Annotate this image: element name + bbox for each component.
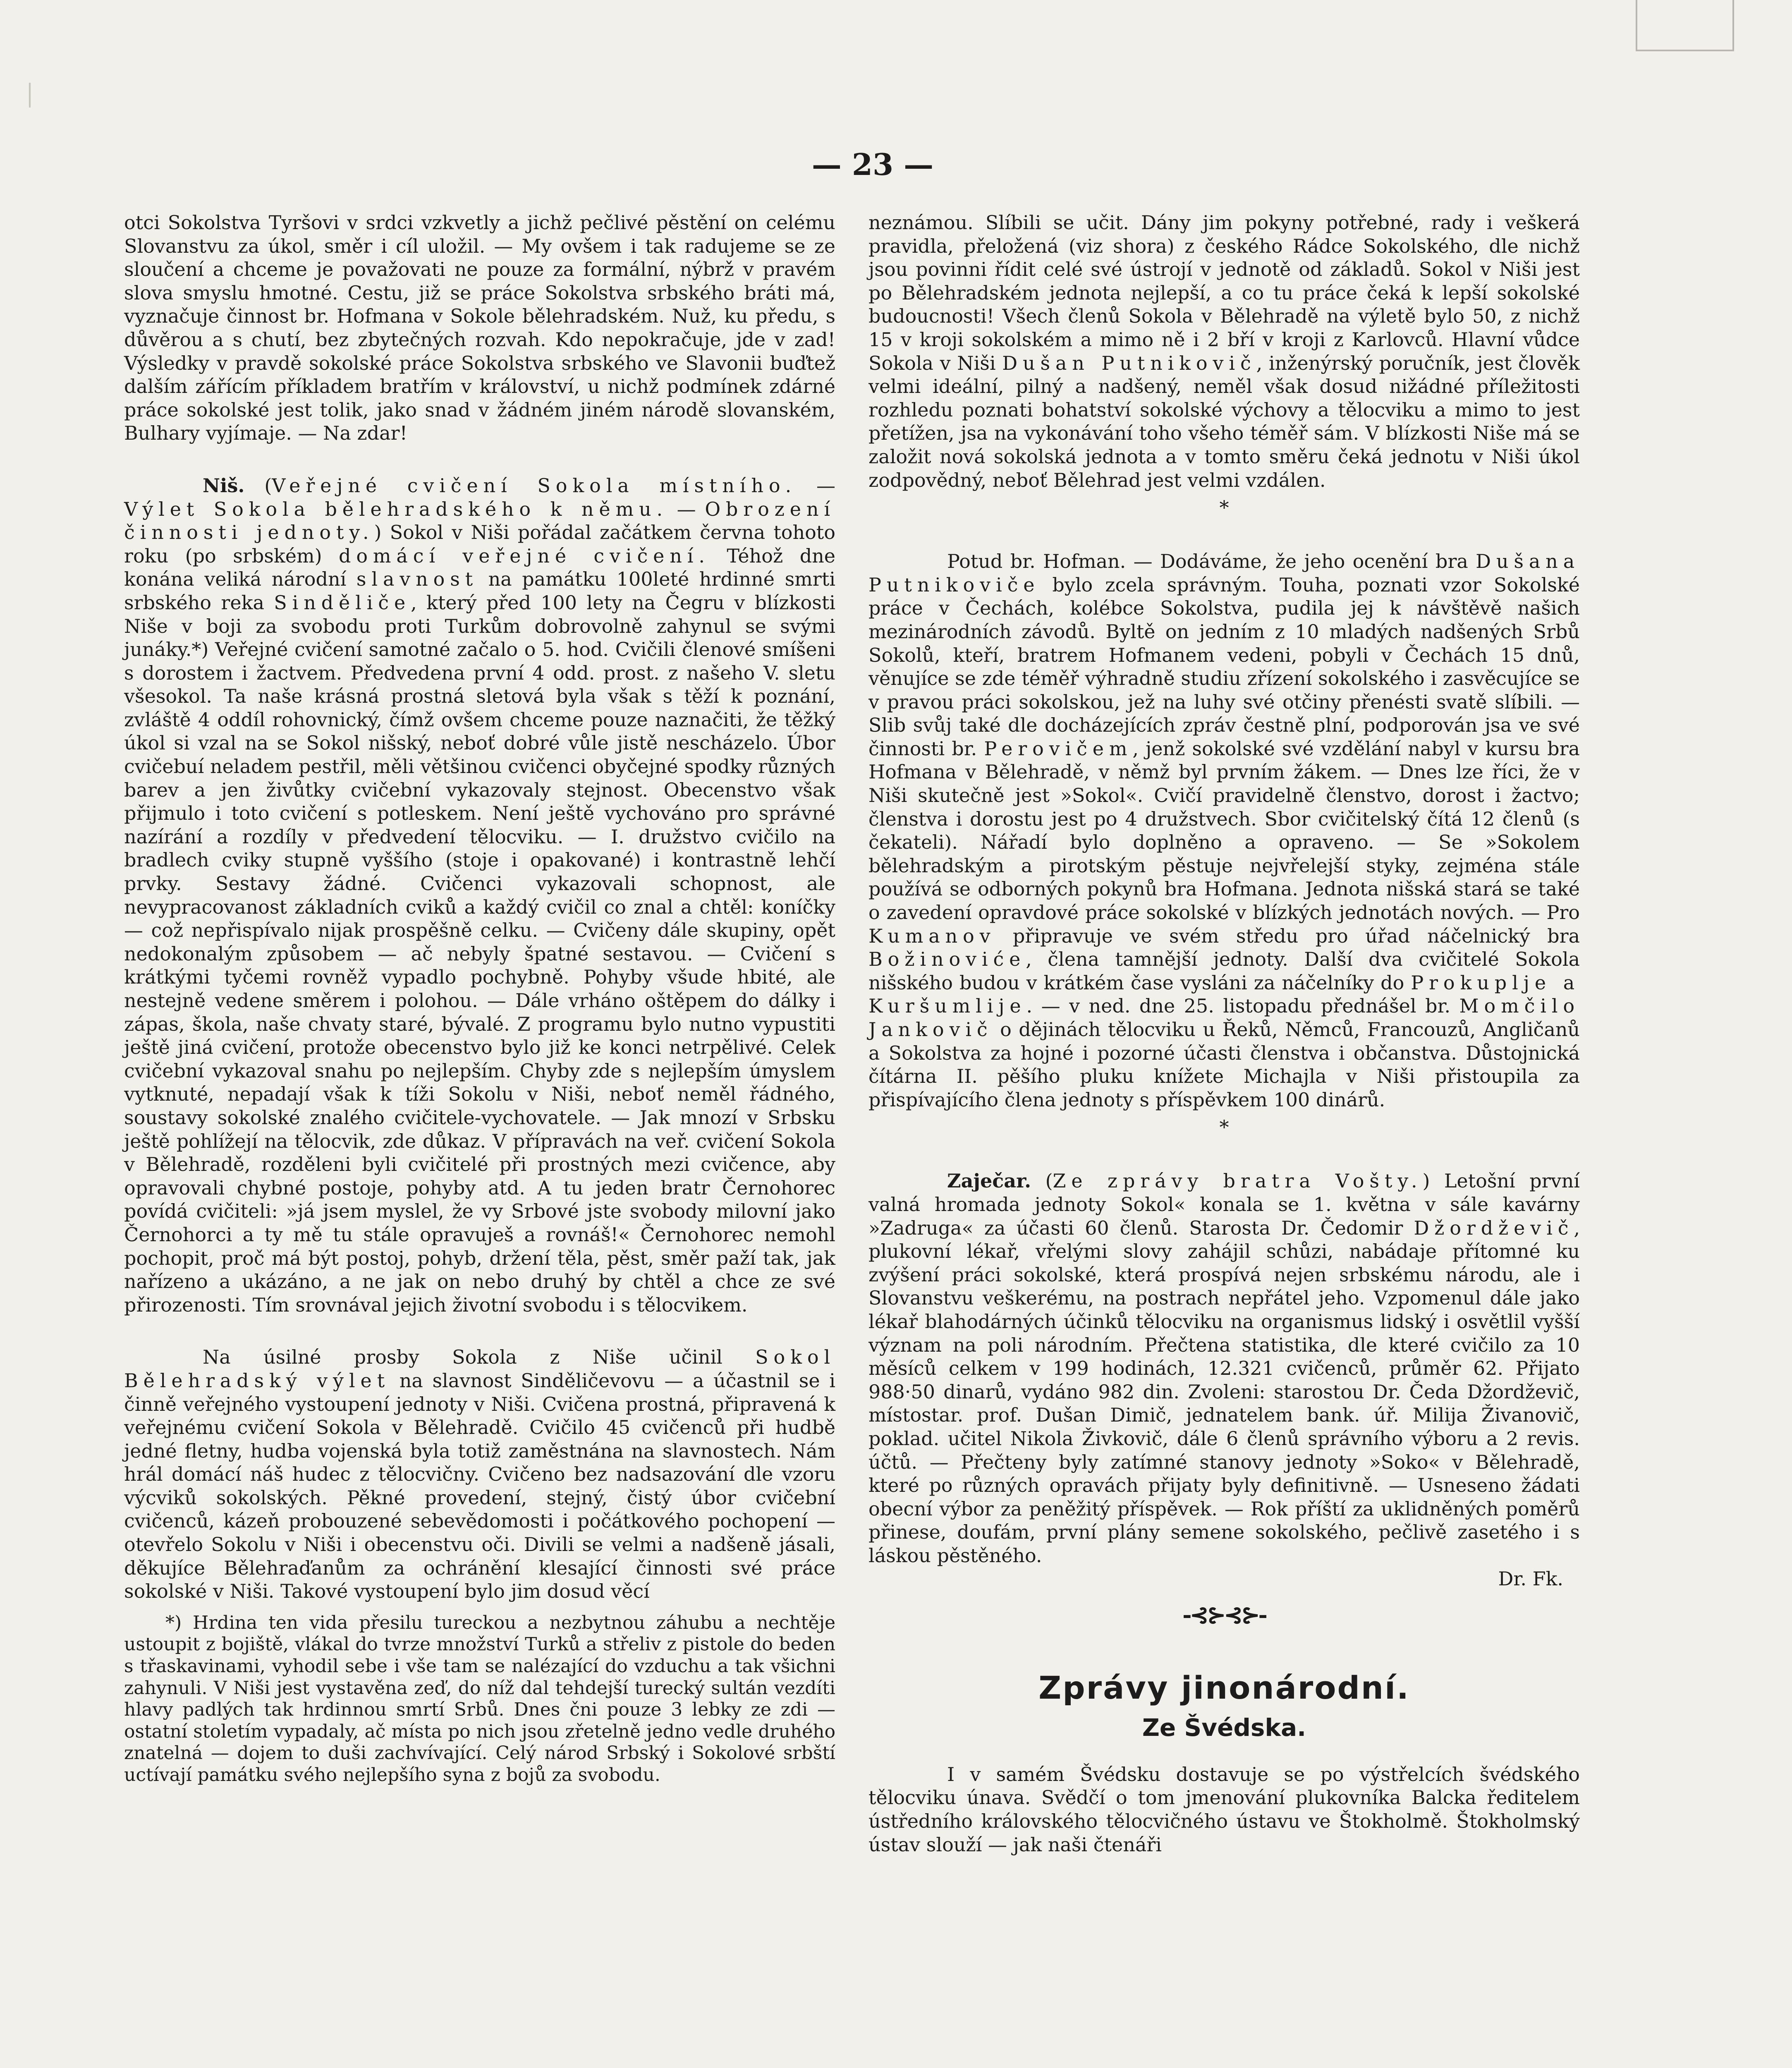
footnote-text: *) Hrdina ten vida přesilu tureckou a nezbytnou záhubu a nechtěje ustoupit z bojiště, vlákal do tvrze množství Turků a střeliv z pistole do beden s třaskavinami, vyhodil sebe i vše tam se nalézající do vzduchu a tak všichni zahynuli. V Niši jest vystavěna zeď, do níž dal tehdejší turecký sultán vezdíti hlavy padlých tak hrdinnou smrtí Srbů. Dnes čni pouze 3 lebky ze zdi — ostatní stoletím vypadaly, ač místa po nich jsou zřetelně jedno vedle druhého znatelná — dojem to duši zachvívající. Celý národ Srbský i Sokolové srbští uctívají památku svého nejlepšího syna z bojů za svobodu.	[124, 1612, 835, 1786]
paragraph-nis: Niš. (Veřejné cvičení Sokola místního. — Výlet Sokola bělehradského k němu. — Obrození činnosti jednoty.) Sokol v Niši pořádal začátkem června tohoto roku (po srbském) domácí veřejné cvičení. Téhož dne konána veliká národní slavnost na památku 100leté hrdinné smrti srbského reka Sinděliče, který před 100 lety na Čegru v blízkosti Niše v boji za svobodu proti Turkům dobrovolně zahynul se svými junáky.*) Veřejné cvičení samotné začalo o 5. hod. Cvičili členové smíšeni s dorostem i žactvem. Předvedena první 4 odd. prost. z našeho V. sletu všesokol. Ta naše krásná prostná sletová byla však s těží k poznání, zvláště 4 oddíl rohovnický, čímž ovšem chceme pouze naznačiti, že těžký úkol si vzal na se Sokol nišský, neboť dobré vůle jistě nescházelo. Úbor cvičebuí neladem pestřil, měli většinou cvičenci obyčejné spodky různých barev a jen živůtky cvičební vykazovaly stejnost. Obecenstvo však přijmulo i toto cvičení s potleskem. Není ještě vychováno pro správné nazírání a rozdíly v předvedení tělocviku. — I. družstvo cvičilo na bradlech cviky stupně vyššího (stoje i opakované) i kontrastně lehčí prvky. Sestavy žádné. Cvičenci vykazovali schopnost, ale nevypracovanost základních cviků a každý cvičil co znal a chtěl: koníčky — což nepřispívalo nijak prospěšně celku. — Cvičeny dále skupiny, opět nedokonalým způsobem — ač nebyly špatné sestavou. — Cvičení s krátkými tyčemi rovněž vypadlo pochybně. Pohyby všude hbité, ale nestejně vedene směrem i polohou. — Dále vrháno oštěpem do dálky i zápas, škola, naše chvaty staré, bývalé. Z programu bylo nutno vypustiti ještě jiná cvičení, protože obecenstvo bylo již ke konci netrpělivé. Celek cvičební vykazoval snahu po nejlepším. Chyby zde s nejlepším úmyslem vytknuté, nepadají však k tíži Sokolu v Niši, neboť neměl řádného, soustavy sokolské znalého cvičitele-vychovatele. — Jak mnozí v Srbsku ještě pohlížejí na tělocvik, zde důkaz. V přípravách na veř. cvičení Sokola v Bělehradě, rozděleni byli cvičitelé při prostných mezi cvičence, aby opravovali chybné postoje, pohyby atd. A tu jeden bratr Černohorec povídá cvičiteli: »já jsem myslel, že vy Srbové jste svobody milovní jako Černohorci a ty mě tu stále opravuješ a rovnáš!« Černohorec nemohl pochopit, proč má být postoj, pohyb, držení těla, pěst, směr paží tak, jak nařízeno a ukázáno, a ne jak on nebo druhý by chtěl a chce ze své přirozenosti. Tím srovnával jejich životní svobodu i s tělocvikem.	[124, 474, 836, 1316]
paragraph-belehrad-trip: Na úsilné prosby Sokola z Niše učinil Sokol Bělehradský výlet na slavnost Sinděličevovu — a účastnil se i činně veřejného vystoupení jednoty v Niši. Cvičena prostná, připravená k veřejnému cvičení Sokola v Bělehradě. Cvičilo 45 cvičenců při hudbě jedné fletny, hudba vojenská byla totiž zaměstnána na slavnostech. Nám hrál domácí náš hudec z tělocvičny. Cvičeno bez nadsazování dle vzoru výcviků sokolských. Pěkné provedení, stejný, čistý úbor cvičební cvičenců, kázeň probouzené sebevědomosti i počátkového pochopení — otevřelo Sokolu v Niši i obecenstvu oči. Divili se velmi a nadšeně jásali, děkujíce Bělehraďanům za ochránění klesající činnosti své práce sokolské v Niši. Takové vystoupení bylo jim dosud věcí	[124, 1346, 835, 1603]
section-divider-asterisk: *	[1219, 1116, 1229, 1139]
ornament-divider: -⊰⊱⊰⊱-	[1182, 1601, 1266, 1628]
footnote	[124, 1612, 835, 1786]
section-divider-asterisk: *	[1219, 496, 1229, 519]
scan-edge-mark	[1636, 0, 1734, 51]
paragraph-putnikovic: Potud br. Hofman. — Dodáváme, že jeho ocenění bra Dušana Putnikoviče bylo zcela správným. Touha, poznati vzor Sokolské práce v Čechách, kolébce Sokolstva, pudila jej k návštěvě našich mezinárodních závodů. Byltě on jedním z 10 mladých nadšených Srbů Sokolů, kteří, bratrem Hofmanem vedeni, pobyli v Čechách 15 dnů, věnujíce se zde téměř výhradně studiu zřízení sokolského i zasvěcujíce se v pravou práci sokolskou, jež na luhy své otčiny přenésti svatě slíbili. — Slib svůj také dle docházejících zpráv čestně plní, podporován jsa ve své činnosti br. Perovičem, jenž sokolské své vzdělání nabyl v kursu bra Hofmana v Bělehradě, v němž byl prvním žákem. — Dnes lze říci, že v Niši skutečně jest »Sokol«. Cvičí pravidelně členstvo, dorost i žactvo; členstva i dorostu jest po 4 družstvech. Sbor cvičitelský čítá 12 členů (s čekateli). Nářadí bylo doplněno a opraveno. — Se »Sokolem bělehradským a pirotským pěstuje nejvřelejší styky, zejména stále používá se odborných pokynů bra Hofmana. Jednota nišská stará se také o zavedení opravdové práce sokolské v blízkých jednotách nových. — Pro Kumanov připravuje ve svém středu pro úřad náčelnický bra Božinoviće, člena tamnější jednoty. Další dva cvičitelé Sokola nišského budou v krátkém čase vysláni za náčelníky do Prokuplje a Kuršumlije. — v ned. dne 25. listopadu přednášel br. Momčilo Jankovič o dějinách tělocviku u Řeků, Němců, Francouzů, Angličanů a Sokolstva za hojné i pozorné účasti členstva i občanstva. Důstojnická čítárna II. pěšího pluku knížete Michajla v Niši přistoupila za přispívajícího člena jednoty s příspěvkem 100 dinárů.	[868, 550, 1580, 1111]
paragraph-sweden: I v samém Švédsku dostavuje se po výstřelcích švédského tělocviku únava. Svědčí o tom jmenování plukovníka Balcka ředitelem ústředního královského tělocvičného ústavu ve Štokholmě. Štokholmský ústav slouží — jak naši čtenáři	[868, 1763, 1580, 1856]
right-column	[868, 211, 1580, 1856]
section-heading: Zprávy jinonárodní.	[1038, 1669, 1410, 1706]
sub-heading: Ze Švédska.	[1142, 1714, 1306, 1742]
page-number: — 23 —	[811, 147, 934, 182]
left-column	[124, 211, 835, 1786]
signature: Dr. Fk.	[1498, 1568, 1563, 1590]
paragraph-sokolstvo: otci Sokolstva Tyršovi v srdci vzkvetly a jichž pečlivé pěstění on celému Slovanstvu za úkol, směr i cíl uložil. — My ovšem i tak radujeme se ze sloučení a chceme je považovati ne pouze za formální, nýbrž v pravém slova smyslu hmotné. Cestu, již se práce Sokolstva srbského bráti má, vyznačuje činnost br. Hofmana v Sokole bělehradském. Nuž, ku předu, s důvěrou a s chutí, bez zbytečných rozvah. Kdo nepokračuje, jde v zad! Výsledky v pravdě sokolské práce Sokolstva srbského ve Slavonii buďtež dalším zářícím příkladem bratřím v království, u nichž podmínek zdárné práce sokolské jest tolik, jako snad v žádném jiném národě slovanském, Bulhary vyjímaje. — Na zdar!	[124, 211, 835, 445]
paragraph-zajecar: Zaječar. (Ze zprávy bratra Vošty.) Letošní první valná hromada jednoty Sokol« konala se 1. května v sále kavárny »Zadruga« za účasti 60 členů. Starosta Dr. Čedomir Džordževič, plukovní lékař, vřelými slovy zahájil schůzi, nabádaje přítomné ku zvýšení práci sokolské, která prospívá nejen srbskému národu, ale i Slovanstvu veškerému, na postrach nepřátel jeho. Vzpomenul dále jako lékař blahodárných účinků tělocviku na organismus lidský i osvětlil vyšší význam na poli národním. Přečtena statistika, dle které cvičilo za 10 měsíců celkem v 199 hodinách, 12.321 cvičenců, průměr 62. Přijato 988·50 dinarů, vydáno 982 din. Zvoleni: starostou Dr. Čeda Džordževič, místostar. prof. Dušan Dimič, jednatelem bank. úř. Milija Živanovič, poklad. učitel Nikola Živkovič, dále 6 členů správního výboru a 2 revis. účtů. — Přečteny byly zatímné stanovy jednoty »Soko« v Bělehradě, které po různých opravách přijaty byly definitivně. — Usneseno žádati obecní výbor za peněžitý příspěvek. — Rok příští za uklidněných poměrů přinese, doufám, první plány semene sokolského, pečlivě zasetého i s láskou pěstěného.	[868, 1170, 1580, 1567]
scan-margin-mark	[29, 83, 31, 108]
section-title-zajecar: Zaječar.	[947, 1170, 1031, 1192]
section-title-nis: Niš.	[203, 474, 245, 497]
paragraph-nis-continued: neznámou. Slíbili se učit. Dány jim pokyny potřebné, rady i veškerá pravidla, přeložená (viz shora) z českého Rádce Sokolského, dle nichž jsou povinni řídit celé své ústrojí v jednotě od základů. Sokol v Niši jest po Bělehradském jednota nejlepší, a co tu práce čeká k lepší sokolské budoucnosti! Všech členů Sokola v Bělehradě na výletě bylo 50, z nichž 15 v kroji sokolském a mimo ně i 2 bří v kroji z Karlovců. Hlavní vůdce Sokola v Niši Dušan Putnikovič, inženýrský poručník, jest člověk velmi ideální, pilný a nadšený, neměl však dosud nižádné příležitosti rozhledu poznati bohatství sokolské výchovy a tělocviku a mimo to jest přetížen, jsa na vykonávání toho všeho téměř sám. V blízkosti Niše má se založit nová sokolská jednota a v tomto směru čeká jednotu v Niši úkol zodpovědný, neboť Bělehrad jest velmi vzdálen.	[868, 211, 1580, 491]
